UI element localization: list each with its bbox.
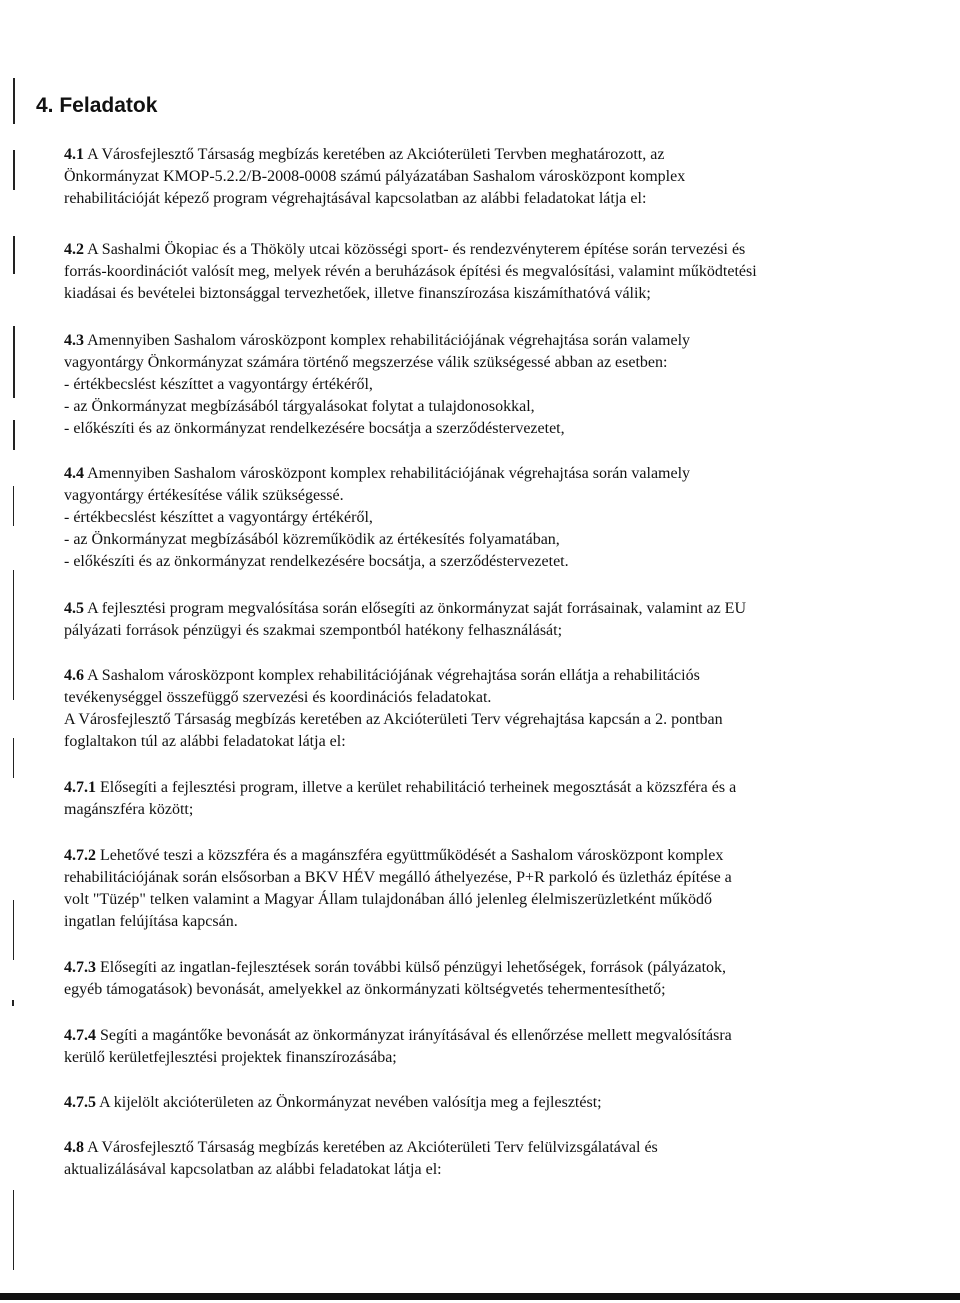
text-line <box>64 867 924 889</box>
text-line <box>64 188 924 210</box>
item-text: forrás-koordinációt valósít meg, melyek révén a beruházások építési és megvalósítási, valamint működtetési <box>64 263 757 280</box>
item-number: 4.5 <box>64 600 84 617</box>
item-number: 4.7.1 <box>64 779 96 796</box>
item-text: A Városfejlesztő Társaság megbízás keretében az Akcióterületi Terv végrehajtása kapcsán a 2. pontban <box>64 711 723 728</box>
text-line <box>64 396 924 418</box>
paragraph <box>64 777 924 821</box>
paragraph <box>64 330 924 440</box>
text-line <box>64 374 924 396</box>
text-line <box>64 330 924 352</box>
item-text: - az Önkormányzat megbízásából közreműködik az értékesítés folyamatában, <box>64 531 560 548</box>
item-number: 4.7.3 <box>64 959 96 976</box>
scan-artifact-line <box>13 486 14 526</box>
scan-artifact-line <box>12 1000 14 1006</box>
text-line <box>64 166 924 188</box>
text-line <box>64 507 924 529</box>
scan-artifact-line <box>13 78 15 124</box>
item-text: kiadásai és bevételei biztonsággal tervezhetőek, illetve finanszírozása kiszámíthatóvá válik; <box>64 285 651 302</box>
text-line <box>64 665 924 687</box>
item-number: 4.6 <box>64 667 84 684</box>
text-line <box>64 239 924 261</box>
item-text: rehabilitációjának során elsősorban a BKV HÉV megálló áthelyezése, P+R parkoló és üzletház építése a <box>64 869 732 886</box>
paragraph <box>64 598 924 642</box>
item-text: Amennyiben Sashalom városközpont komplex rehabilitációjának végrehajtása során valamely <box>84 332 691 349</box>
item-number: 4.7.5 <box>64 1094 96 1111</box>
paragraph <box>64 1137 924 1181</box>
item-text: magánszféra között; <box>64 801 194 818</box>
text-line <box>64 418 924 440</box>
page-title: 4. Feladatok <box>36 94 158 117</box>
item-text: aktualizálásával kapcsolatban az alábbi feladatokat látja el: <box>64 1161 442 1178</box>
paragraph <box>64 463 924 573</box>
item-text: Segíti a magántőke bevonását az önkormányzat irányításával és ellenőrzése mellett megvalósításra <box>96 1027 732 1044</box>
scan-artifact-line <box>13 236 15 274</box>
text-line <box>64 1137 924 1159</box>
text-line <box>64 485 924 507</box>
item-text: - előkészíti és az önkormányzat rendelkezésére bocsátja a szerződéstervezetet, <box>64 420 565 437</box>
item-number: 4.7.2 <box>64 847 96 864</box>
item-text: A kijelölt akcióterületen az Önkormányzat nevében valósítja meg a fejlesztést; <box>96 1094 602 1111</box>
paragraph <box>64 1092 924 1114</box>
scan-artifact-line <box>13 326 15 398</box>
text-line <box>64 144 924 166</box>
item-text: tevékenységgel összefüggő szervezési és koordinációs feladatokat. <box>64 689 492 706</box>
scan-artifact-line <box>13 900 14 960</box>
text-line <box>64 283 924 305</box>
item-number: 4.4 <box>64 465 84 482</box>
text-line <box>64 620 924 642</box>
item-number: 4.1 <box>64 146 84 163</box>
text-line <box>64 529 924 551</box>
paragraph <box>64 144 924 210</box>
text-line <box>64 845 924 867</box>
paragraph <box>64 239 924 305</box>
item-text: ingatlan felújítása kapcsán. <box>64 913 238 930</box>
item-text: - előkészíti és az önkormányzat rendelkezésére bocsátja, a szerződéstervezetet. <box>64 553 569 570</box>
text-line <box>64 352 924 374</box>
item-text: vagyontárgy Önkormányzat számára történő megszerzése válik szükségessé abban az esetben: <box>64 354 668 371</box>
item-text: - értékbecslést készíttet a vagyontárgy értékéről, <box>64 376 373 393</box>
text-line <box>64 598 924 620</box>
text-line <box>64 731 924 753</box>
text-line <box>64 709 924 731</box>
item-number: 4.2 <box>64 241 84 258</box>
item-text: Lehetővé teszi a közszféra és a magánszféra együttműködését a Sashalom városközpont komplex <box>96 847 724 864</box>
item-text: pályázati források pénzügyi és szakmai szempontból hatékony felhasználását; <box>64 622 563 639</box>
item-text: volt "Tüzép" telken valamint a Magyar Állam tulajdonában álló jelenleg élelmiszerüzletként működő <box>64 891 712 908</box>
item-text: vagyontárgy értékesítése válik szükségessé. <box>64 487 344 504</box>
item-text: foglaltakon túl az alábbi feladatokat látja el: <box>64 733 346 750</box>
page-bottom-border <box>0 1293 960 1300</box>
item-text: kerülő kerületfejlesztési projektek finanszírozásába; <box>64 1049 397 1066</box>
text-line <box>64 1159 924 1181</box>
item-text: A Sashalom városközpont komplex rehabilitációjának végrehajtása során ellátja a rehabilitációs <box>84 667 700 684</box>
scan-artifact-line <box>13 738 14 778</box>
text-line <box>64 979 924 1001</box>
text-line <box>64 799 924 821</box>
item-text: A fejlesztési program megvalósítása során elősegíti az önkormányzat saját forrásainak, valamint az EU <box>84 600 746 617</box>
item-text: A Városfejlesztő Társaság megbízás keretében az Akcióterületi Tervben meghatározott, az <box>84 146 665 163</box>
item-text: A Sashalmi Ökopiac és a Thököly utcai közösségi sport- és rendezvényterem építése során tervezési és <box>84 241 746 258</box>
text-line <box>64 463 924 485</box>
item-number: 4.7.4 <box>64 1027 96 1044</box>
item-number: 4.8 <box>64 1139 84 1156</box>
paragraph <box>64 665 924 753</box>
text-line <box>64 889 924 911</box>
item-text: Elősegíti az ingatlan-fejlesztések során további külső pénzügyi lehetőségek, források (pályázatok, <box>96 959 727 976</box>
item-text: Önkormányzat KMOP-5.2.2/B-2008-0008 számú pályázatában Sashalom városközpont komplex <box>64 168 686 185</box>
text-line <box>64 687 924 709</box>
text-line <box>64 551 924 573</box>
item-text: - értékbecslést készíttet a vagyontárgy értékéről, <box>64 509 373 526</box>
item-text: egyéb támogatások) bevonását, amelyekkel az önkormányzati költségvetés tehermentesíthető; <box>64 981 666 998</box>
scan-artifact-line <box>13 570 14 700</box>
item-text: Elősegíti a fejlesztési program, illetve a kerület rehabilitáció terheinek megosztását a közszféra és a <box>96 779 737 796</box>
text-line <box>64 957 924 979</box>
scan-artifact-line <box>13 420 15 450</box>
text-line <box>64 261 924 283</box>
text-line <box>64 1047 924 1069</box>
text-line <box>64 1092 924 1114</box>
paragraph <box>64 957 924 1001</box>
text-line <box>64 911 924 933</box>
paragraph <box>64 845 924 933</box>
item-text: Amennyiben Sashalom városközpont komplex rehabilitációjának végrehajtása során valamely <box>84 465 691 482</box>
item-text: A Városfejlesztő Társaság megbízás keretében az Akcióterületi Terv felülvizsgálatával és <box>84 1139 658 1156</box>
item-number: 4.3 <box>64 332 84 349</box>
text-line <box>64 1025 924 1047</box>
scan-artifact-line <box>13 150 15 190</box>
scan-artifact-line <box>13 1190 14 1270</box>
text-line <box>64 777 924 799</box>
item-text: - az Önkormányzat megbízásából tárgyalásokat folytat a tulajdonosokkal, <box>64 398 535 415</box>
paragraph <box>64 1025 924 1069</box>
item-text: rehabilitációját képező program végrehajtásával kapcsolatban az alábbi feladatokat látja el: <box>64 190 647 207</box>
